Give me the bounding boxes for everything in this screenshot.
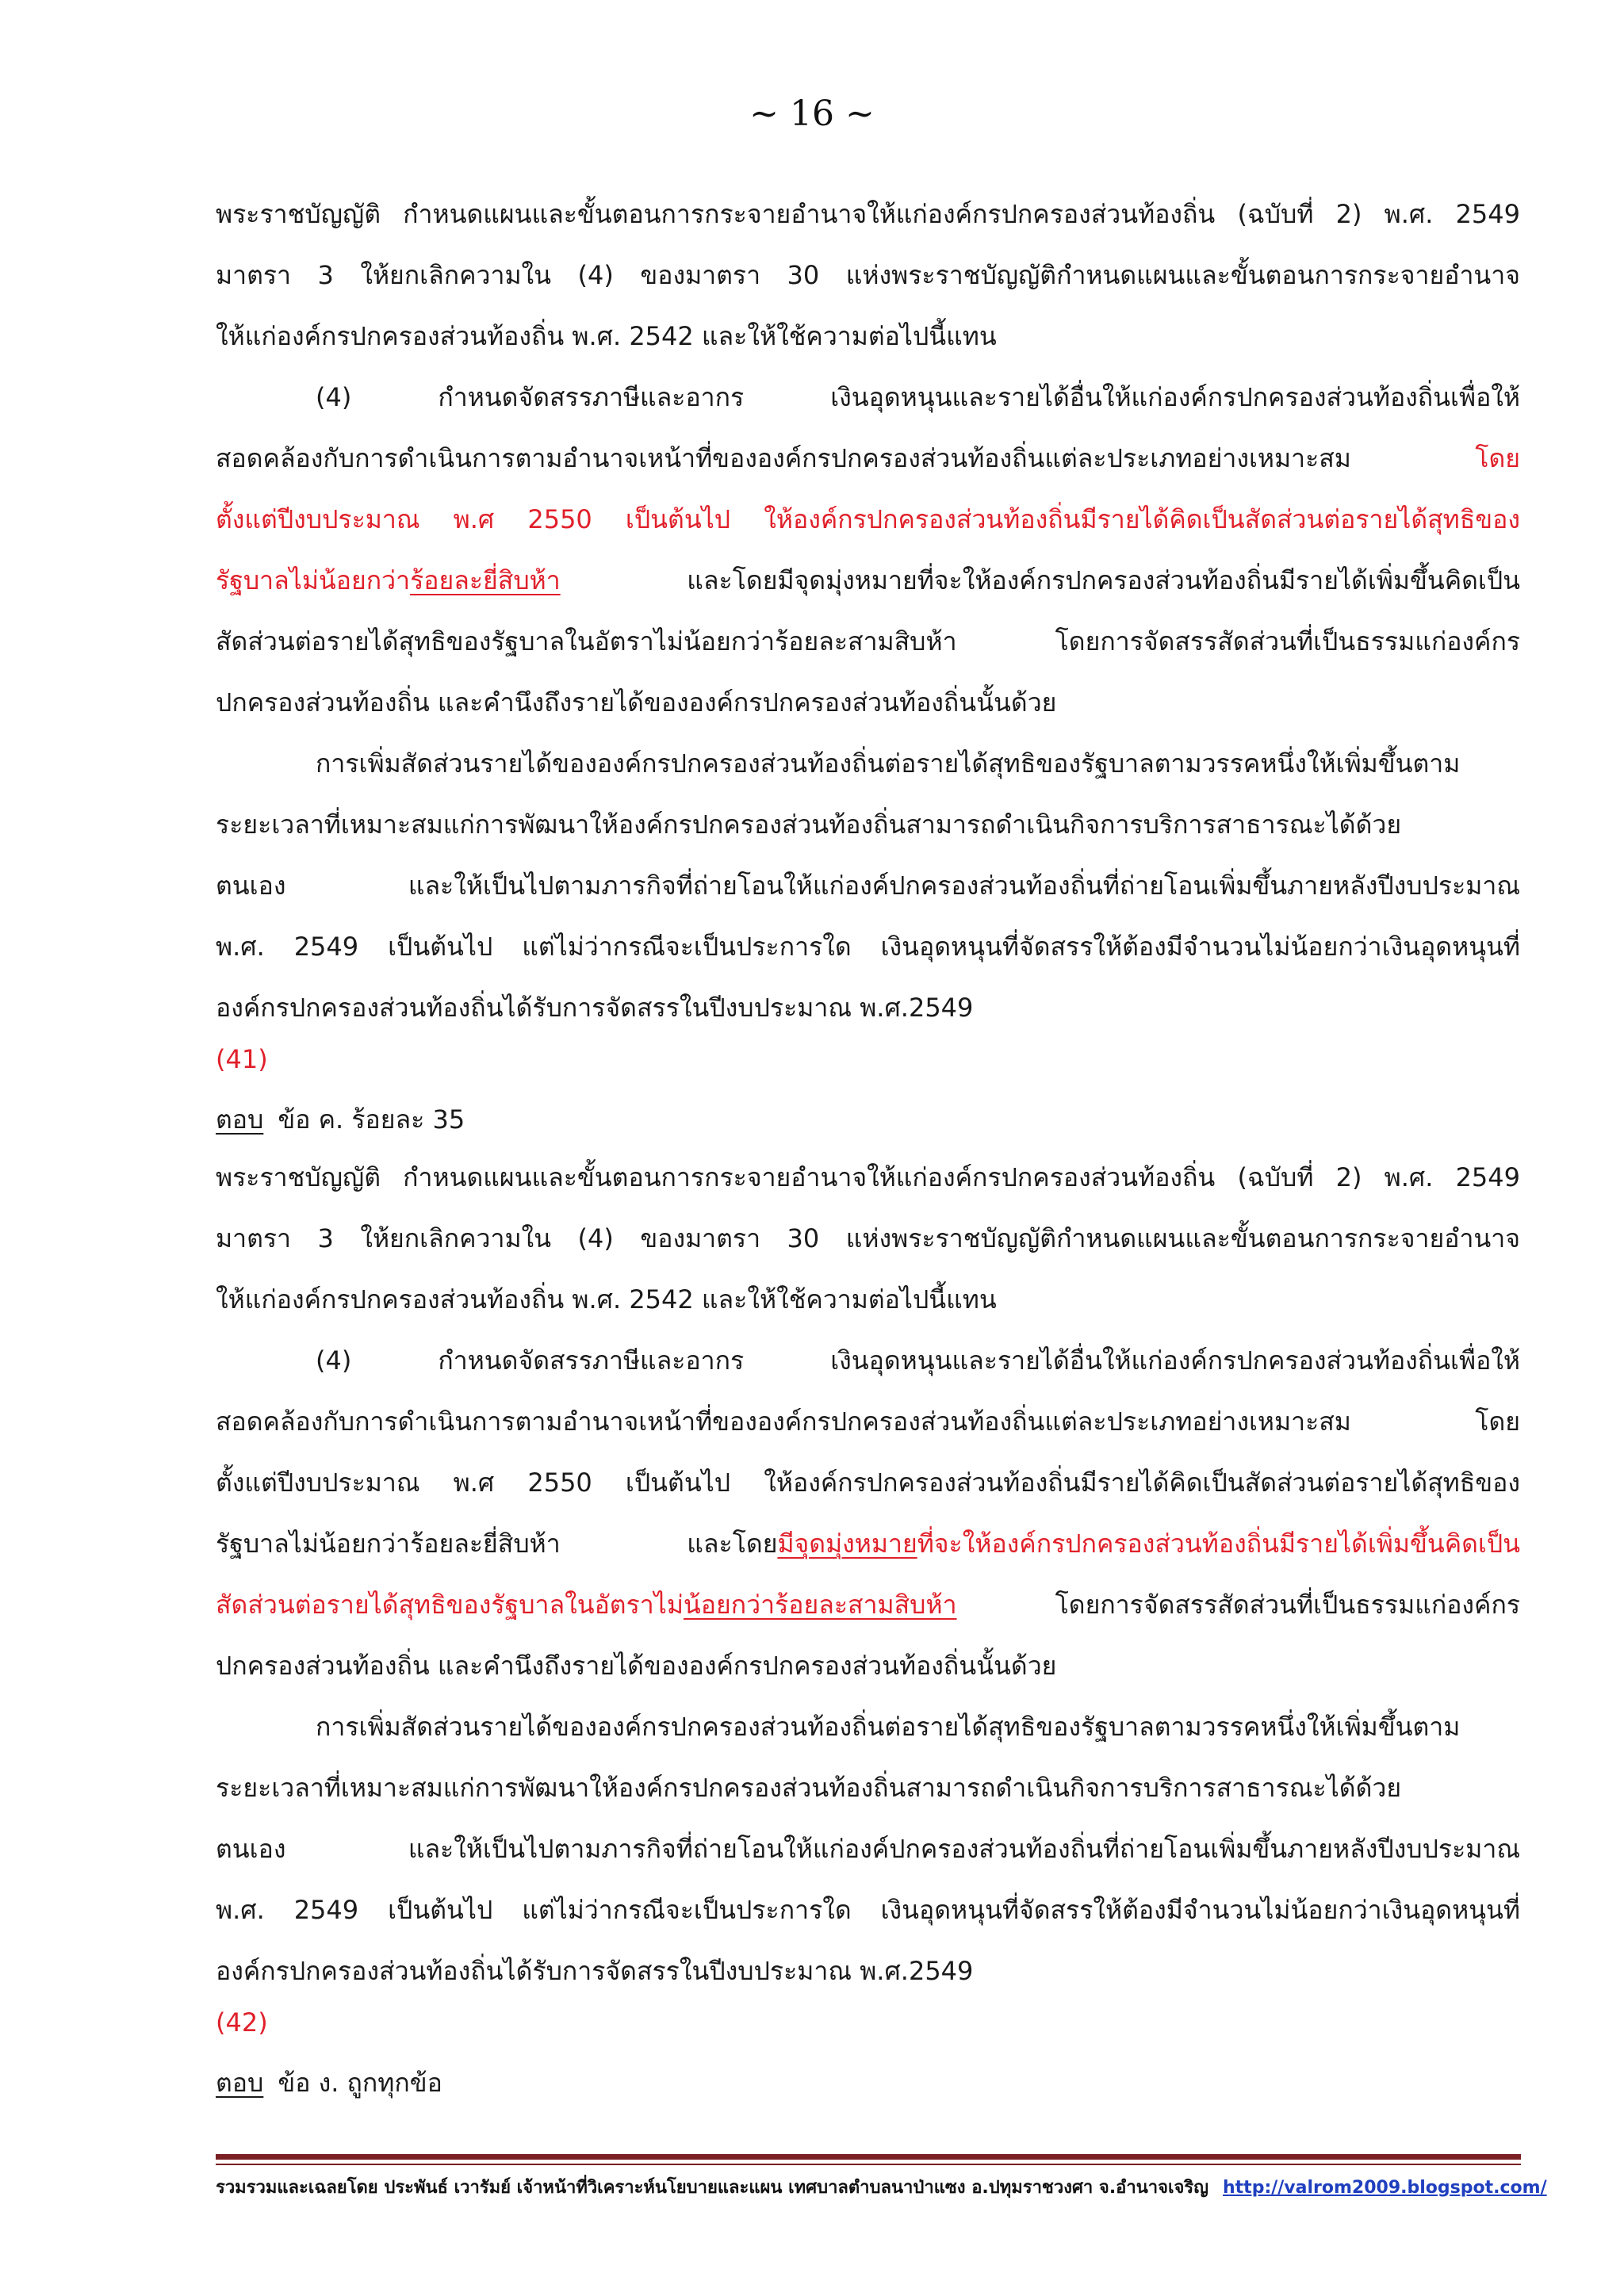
clause-4-line-4 bbox=[216, 1523, 1520, 1564]
question-number-41: (41) bbox=[216, 1044, 268, 1074]
clause-4-line-6: ปกครองส่วนท้องถิ่น และคำนึงถึงรายได้ขององค์กรปกครองส่วนท้องถิ่นนั้นด้วย bbox=[216, 687, 1057, 718]
paragraph-2-line-3: ตนเอง และให้เป็นไปตามภารกิจที่ถ่ายโอนให้แก่องค์ปกครองส่วนท้องถิ่นที่ถ่ายโอนเพิ่มขึ้นภายหลังปีงบประมาณ bbox=[216, 871, 1520, 901]
paragraph-2-line-3: ตนเอง และให้เป็นไปตามภารกิจที่ถ่ายโอนให้แก่องค์ปกครองส่วนท้องถิ่นที่ถ่ายโอนเพิ่มขึ้นภายหลังปีงบประมาณ bbox=[216, 1834, 1520, 1864]
paragraph-2-line-5: องค์กรปกครองส่วนท้องถิ่นได้รับการจัดสรรในปีงบประมาณ พ.ศ.2549 bbox=[216, 993, 974, 1023]
section-3-line: มาตรา 3 ให้ยกเลิกความใน (4) ของมาตรา 30 แห่งพระราชบัญญัติกำหนดแผนและขั้นตอนการกระจายอำนาจ bbox=[216, 1223, 1520, 1253]
answer-text: ข้อ ง. ถูกทุกข้อ bbox=[278, 2068, 442, 2098]
footer-rule-thin bbox=[216, 2164, 1521, 2165]
footer bbox=[216, 2172, 1547, 2204]
paragraph-2-line-4: พ.ศ. 2549 เป็นต้นไป แต่ไม่ว่ากรณีจะเป็นประการใด เงินอุดหนุนที่จัดสรรให้ต้องมีจำนวนไม่น้อยกว่าเงินอุดหนุนที่ bbox=[216, 932, 1520, 962]
paragraph-2-line-2: ระยะเวลาที่เหมาะสมแก่การพัฒนาให้องค์กรปกครองส่วนท้องถิ่นสามารถดำเนินกิจการบริการสาธารณะได้ด้วย bbox=[216, 1773, 1402, 1803]
answer-text: ข้อ ค. ร้อยละ 35 bbox=[278, 1104, 465, 1135]
replacement-line: ให้แก่องค์กรปกครองส่วนท้องถิ่น พ.ศ. 2542 และให้ใช้ความต่อไปนี้แทน bbox=[216, 321, 997, 351]
section-3-line: มาตรา 3 ให้ยกเลิกความใน (4) ของมาตรา 30 แห่งพระราชบัญญัติกำหนดแผนและขั้นตอนการกระจายอำนาจ bbox=[216, 260, 1520, 290]
clause-4-line-5: สัดส่วนต่อรายได้สุทธิของรัฐบาลในอัตราไม่น้อยกว่าร้อยละสามสิบห้า โดยการจัดสรรสัดส่วนที่เป็นธรรมแก่องค์กร bbox=[216, 626, 1520, 656]
page-number: ~ 16 ~ bbox=[749, 94, 875, 134]
footer-link[interactable]: http://valrom2009.blogspot.com/ bbox=[1223, 2178, 1547, 2198]
highlighted-text: ที่จะให้องค์กรปกครองส่วนท้องถิ่นมีรายได้เพิ่มขึ้นคิดเป็น bbox=[917, 1529, 1520, 1559]
question-number-42: (42) bbox=[216, 2007, 268, 2038]
replacement-line: ให้แก่องค์กรปกครองส่วนท้องถิ่น พ.ศ. 2542 และให้ใช้ความต่อไปนี้แทน bbox=[216, 1284, 997, 1314]
clause-4-line-6: ปกครองส่วนท้องถิ่น และคำนึงถึงรายได้ขององค์กรปกครองส่วนท้องถิ่นนั้นด้วย bbox=[216, 1651, 1057, 1681]
act-title-line: พระราชบัญญัติ กำหนดแผนและขั้นตอนการกระจายอำนาจให้แก่องค์กรปกครองส่วนท้องถิ่น (ฉบับที่ 2) พ.ศ. 2549 bbox=[216, 199, 1520, 229]
text-run: โดยการจัดสรรสัดส่วนที่เป็นธรรมแก่องค์กร bbox=[956, 1590, 1520, 1620]
paragraph-2-line-1: การเพิ่มสัดส่วนรายได้ขององค์กรปกครองส่วนท้องถิ่นต่อรายได้สุทธิของรัฐบาลตามวรรคหนึ่งให้เพิ่มขึ้นตาม bbox=[316, 748, 1461, 779]
answer-42 bbox=[216, 2062, 442, 2103]
answer-41 bbox=[216, 1099, 465, 1140]
clause-4-line-2 bbox=[216, 438, 1520, 479]
clause-4-line-5 bbox=[216, 1584, 1520, 1625]
clause-4-line-3: ตั้งแต่ปีงบประมาณ พ.ศ 2550 เป็นต้นไป ให้องค์กรปกครองส่วนท้องถิ่นมีรายได้คิดเป็นสัดส่วนต่อรายได้สุทธิของ bbox=[216, 504, 1520, 534]
highlighted-text: รัฐบาลไม่น้อยกว่า bbox=[216, 565, 411, 595]
answer-label: ตอบ bbox=[216, 2068, 264, 2098]
text-run: และโดยมีจุดมุ่งหมายที่จะให้องค์กรปกครองส่วนท้องถิ่นมีรายได้เพิ่มขึ้นคิดเป็น bbox=[560, 565, 1520, 595]
highlighted-underlined-text: น้อยกว่าร้อยละสามสิบห้า bbox=[683, 1590, 957, 1620]
clause-4-line-3: ตั้งแต่ปีงบประมาณ พ.ศ 2550 เป็นต้นไป ให้องค์กรปกครองส่วนท้องถิ่นมีรายได้คิดเป็นสัดส่วนต่อรายได้สุทธิของ bbox=[216, 1468, 1520, 1498]
clause-4-line-1: (4) กำหนดจัดสรรภาษีและอากร เงินอุดหนุนและรายได้อื่นให้แก่องค์กรปกครองส่วนท้องถิ่นเพื่อให้ bbox=[316, 1345, 1520, 1376]
footer-rule-thick bbox=[216, 2154, 1521, 2160]
paragraph-2-line-2: ระยะเวลาที่เหมาะสมแก่การพัฒนาให้องค์กรปกครองส่วนท้องถิ่นสามารถดำเนินกิจการบริการสาธารณะได้ด้วย bbox=[216, 809, 1402, 840]
highlighted-underlined-text: มีจุดมุ่งหมาย bbox=[777, 1529, 917, 1559]
highlighted-underlined-text: ร้อยละยี่สิบห้า bbox=[410, 565, 561, 595]
clause-4-line-1: (4) กำหนดจัดสรรภาษีและอากร เงินอุดหนุนและรายได้อื่นให้แก่องค์กรปกครองส่วนท้องถิ่นเพื่อให้ bbox=[316, 382, 1520, 412]
paragraph-2-line-4: พ.ศ. 2549 เป็นต้นไป แต่ไม่ว่ากรณีจะเป็นประการใด เงินอุดหนุนที่จัดสรรให้ต้องมีจำนวนไม่น้อยกว่าเงินอุดหนุนที่ bbox=[216, 1895, 1520, 1925]
clause-4-line-4 bbox=[216, 560, 1520, 601]
text-run: สอดคล้องกับการดำเนินการตามอำนาจเหน้าที่ขององค์กรปกครองส่วนท้องถิ่นแต่ละประเภทอย่างเหมาะสม bbox=[216, 443, 1476, 473]
paragraph-2-line-5: องค์กรปกครองส่วนท้องถิ่นได้รับการจัดสรรในปีงบประมาณ พ.ศ.2549 bbox=[216, 1956, 974, 1986]
footer-credit: รวมรวมและเฉลยโดย ประพันธ์ เวารัมย์ เจ้าหน้าที่วิเคราะห์นโยบายและแผน เทศบาลตำบลนาป่าแซง อ.ปทุมราชวงศา จ.อำนาจเจริญ bbox=[216, 2178, 1208, 2198]
text-run: รัฐบาลไม่น้อยกว่าร้อยละยี่สิบห้า และโดย bbox=[216, 1529, 778, 1559]
highlighted-text: สัดส่วนต่อรายได้สุทธิของรัฐบาลในอัตราไม่ bbox=[216, 1590, 684, 1620]
clause-4-line-2: สอดคล้องกับการดำเนินการตามอำนาจเหน้าที่ขององค์กรปกครองส่วนท้องถิ่นแต่ละประเภทอย่างเหมาะสม โดย bbox=[216, 1406, 1520, 1437]
paragraph-2-line-1: การเพิ่มสัดส่วนรายได้ขององค์กรปกครองส่วนท้องถิ่นต่อรายได้สุทธิของรัฐบาลตามวรรคหนึ่งให้เพิ่มขึ้นตาม bbox=[316, 1712, 1461, 1742]
answer-label: ตอบ bbox=[216, 1104, 264, 1135]
highlighted-text: โดย bbox=[1475, 443, 1520, 473]
act-title-line: พระราชบัญญัติ กำหนดแผนและขั้นตอนการกระจายอำนาจให้แก่องค์กรปกครองส่วนท้องถิ่น (ฉบับที่ 2) พ.ศ. 2549 bbox=[216, 1162, 1520, 1192]
